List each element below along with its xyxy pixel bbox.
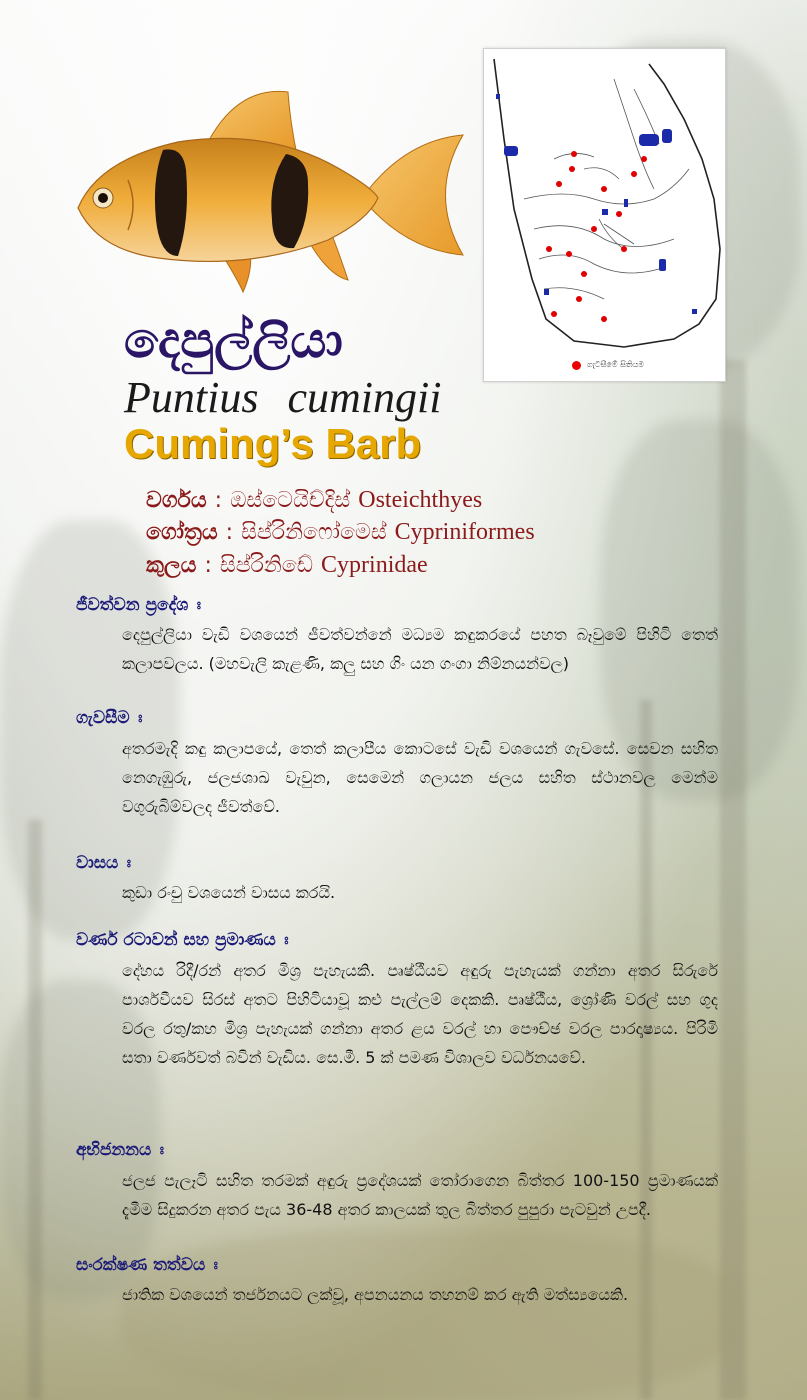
section-body-living: කුඩා රංචු වශයෙන් වාසය කරයි. [122,883,336,902]
title-latin: Puntius cumingii [124,373,442,422]
taxonomy-label: ගෝත්‍රය [146,520,218,545]
section-heading-color-size: වර්ණ රටාවන් සහ ප්‍රමාණය ඃ [76,930,289,950]
section-body-occurrence: අතරමැදි කඳු කලාපයේ, තෙත් කලාපීය කොටසේ වැඩි වශයෙන් ගැවසේ. සෙවන සහිත නෙගැඹුරු, ජලජශාඛ වැවුන, සෙමෙන් ගලායන ජලය සහිත ස්ථානවල මෙන්ම වගුරුබිම්වලද ජීවත්වේ. [122,739,718,816]
taxonomy-latin: Cypriniformes [394,519,535,545]
taxonomy-sinhala: සිප්රිනිඩේ [219,553,314,578]
title-english: Cuming’s Barb [124,420,422,467]
section-heading-living: වාසය ඃ [76,853,132,873]
legend-dot-icon [572,361,581,370]
section-body-color-size: දේහය රිදී/රන් අතර මිශ්‍ර පැහැයකි. පෘෂ්ඨීයව අඳුරු පැහැයක් ගන්නා අතර සිරුරේ පාර්ශවීයව සිරස් අතට පිහිටියාවූ කළු පැල්ලම් දෙකකි. පෘෂ්ඨීය, ශ්‍රෝණි වරල් සහ ගුද වරල රතු/කහ මිශ්‍ර පැහැයක් ගන්නා අතර ළය වරල් හා පෞච්ඡ වරල පාරදෘෂ්‍යය. පිරිමි සතා වර්ණවත් බවින් වැඩිය. සෙ.මී. 5 ක් පමණ විශාලව වර්ධනයවේ. [122,961,718,1067]
fish-illustration [68,80,468,300]
taxonomy-sinhala: සිප්රිනිෆෝමෙස් [241,520,387,545]
map-legend [572,360,644,370]
taxonomy-order: ගෝත්‍රය : සිප්රිනිෆෝමෙස් Cypriniformes [146,519,535,545]
taxonomy-family: කුලය : සිප්රිනිඩේ Cyprinidae [146,552,428,578]
section-body-conservation: ජාතික වශයෙන් තර්ජනයට ලක්වූ, අපනයනය තහනම් කර ඇති මත්ස්‍යයෙකි. [122,1285,629,1304]
section-heading-conservation: සංරක්ෂණ තත්වය ඃ [76,1255,219,1275]
map-drawing [484,49,725,381]
section-heading-occurrence: ගැවසීම ඃ [76,708,143,728]
section-body-breeding: ජලජ පැලෑටි සහිත තරමක් අඳුරු ප්‍රදේශයක් තෝරාගෙන බිත්තර 100-150 ප්‍රමාණයක් දැමීම සිදුකරන අතර පැය 36-48 අතර කාලයක් තුල බිත්තර පුපුරා පැටවුන් උපදී. [122,1171,718,1219]
map-legend-label: ගැටසීමේ සිතියම [587,360,644,369]
taxonomy-latin: Cyprinidae [321,552,428,578]
taxonomy-label: කුලය [146,553,197,578]
section-heading-breeding: අභිජනනය ඃ [76,1140,165,1160]
taxonomy-latin: Osteichthyes [358,487,483,513]
section-body-habitat-range: දෙපුල්ලියා වැඩි වශයෙන් ජීවත්වන්නේ මධ්‍යම කඳුකරයේ පහත බෑවුමේ පිහිටි තෙත් කලාපවලය. (මහවැලි කැළණි, කලු සහ ගිං යන ගංගා නිම්නයන්වල) [122,625,718,673]
taxonomy-label: වර්ගය [146,488,207,513]
section-heading-habitat-range: ජීවත්වන ප්‍රදේශ ඃ [76,595,202,615]
title-sinhala: දෙපුල්ලියා [124,311,343,369]
taxonomy-sinhala: ඔස්ටෙයිච්දිස් [230,488,351,513]
distribution-map [483,48,726,382]
taxonomy-class: වර්ගය : ඔස්ටෙයිච්දිස් Osteichthyes [146,487,483,513]
